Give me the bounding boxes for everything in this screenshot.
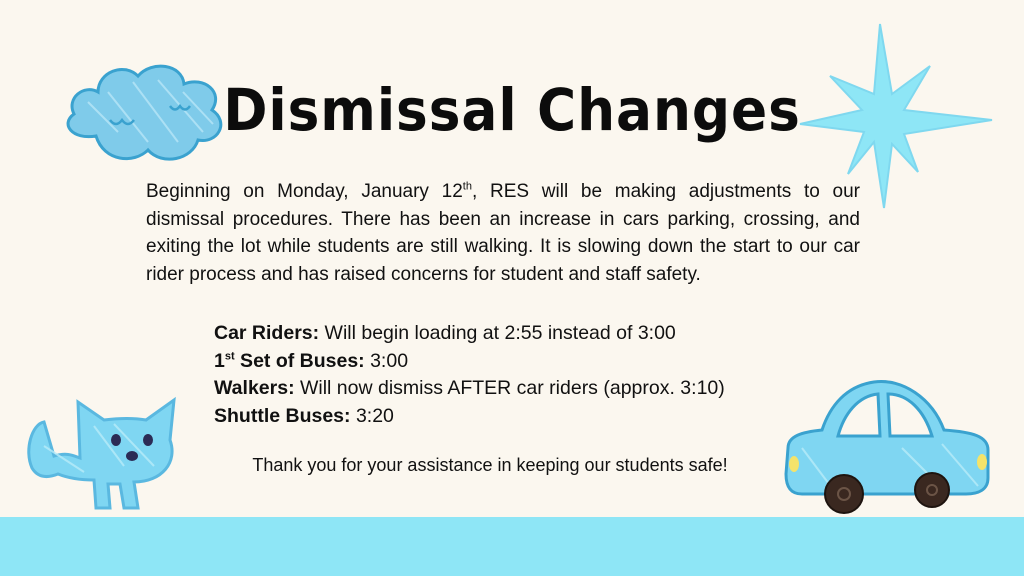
- schedule-label: Walkers:: [214, 377, 295, 399]
- intro-date-text: Beginning on Monday, January 12: [146, 181, 463, 202]
- schedule-item-car-riders: [214, 320, 834, 348]
- schedule-item-first-buses: [214, 348, 834, 376]
- dismissal-schedule: [214, 320, 834, 430]
- schedule-item-walkers: [214, 375, 834, 403]
- ground-strip: [0, 517, 1024, 576]
- schedule-label: Shuttle Buses:: [214, 404, 351, 427]
- schedule-label-number: 1: [214, 349, 225, 372]
- schedule-label-text: Set of Buses:: [234, 349, 365, 372]
- schedule-label: Car Riders:: [214, 322, 320, 344]
- date-ordinal-suffix: th: [462, 180, 472, 193]
- schedule-detail: Will begin loading at 2:55 instead of 3:00: [319, 322, 676, 344]
- schedule-item-shuttle-buses: [214, 403, 834, 431]
- schedule-detail: 3:00: [364, 349, 409, 372]
- schedule-detail: Will now dismiss AFTER car riders (approx. 3:10): [294, 377, 725, 399]
- intro-paragraph: [146, 178, 860, 288]
- schedule-label-ordinal: st: [224, 350, 235, 362]
- page-title: Dismissal Changes: [223, 76, 801, 144]
- intro-body-text: , RES will be making adjustments to our dismissal procedures. There has been an increase in cars parking, crossing, and exiting the lot while students are still walking. It is slowing down the start to our car rider process and has raised concerns for student and staff safety.: [146, 181, 860, 285]
- schedule-detail: 3:20: [350, 404, 394, 427]
- thank-you-note: Thank you for your assistance in keeping our students safe!: [252, 455, 728, 475]
- schedule-label: [214, 350, 365, 372]
